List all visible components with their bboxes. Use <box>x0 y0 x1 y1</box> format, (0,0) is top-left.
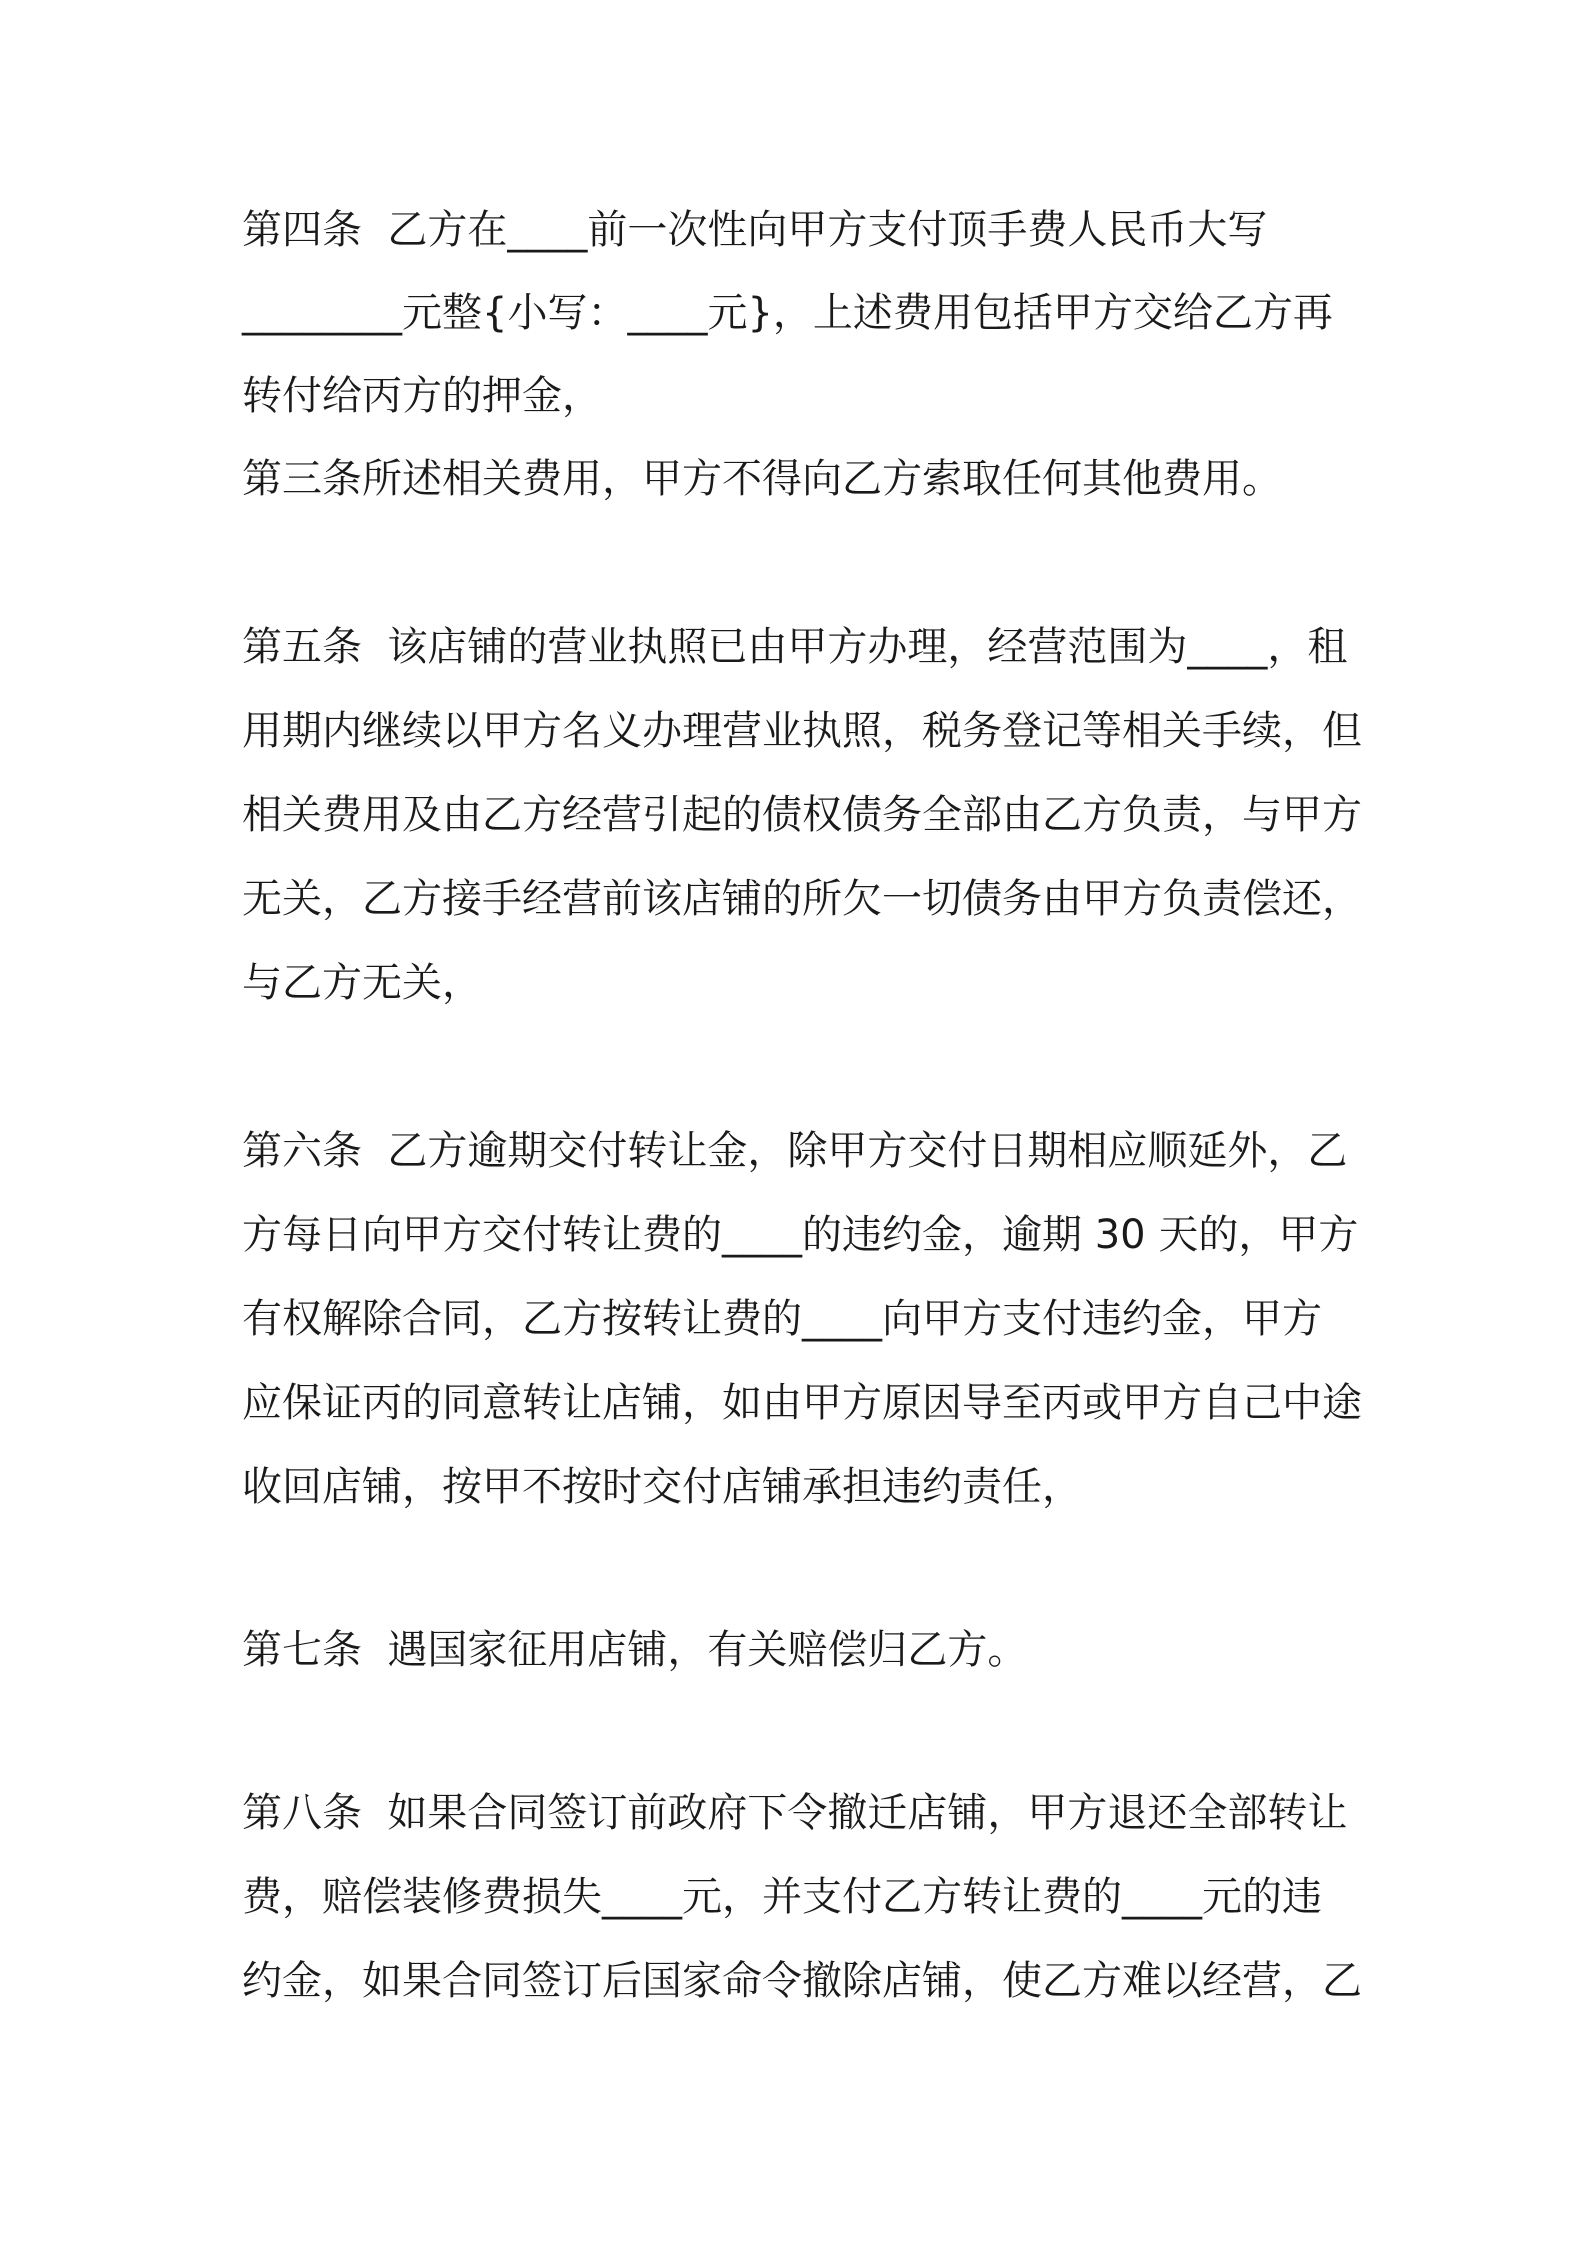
article-4-line-4: 第三条所述相关费用，甲方不得向乙方索取任何其他费用。 <box>242 456 1282 502</box>
article-4-line-1: 第四条 乙方在____前一次性向甲方支付顶手费人民币大写 <box>242 207 1268 253</box>
article-5-line-4: 无关，乙方接手经营前该店铺的所欠一切债务由甲方负责偿还， <box>242 876 1362 922</box>
article-8-line-2: 费，赔偿装修费损失____元，并支付乙方转让费的____元的违 <box>242 1874 1322 1920</box>
article-5-line-1: 第五条 该店铺的营业执照已由甲方办理，经营范围为____，租 <box>242 624 1348 670</box>
article-8-line-3: 约金，如果合同签订后国家命令撤除店铺，使乙方难以经营，乙 <box>242 1958 1362 2004</box>
article-5-line-3: 相关费用及由乙方经营引起的债权债务全部由乙方负责，与甲方 <box>242 792 1362 838</box>
article-6-line-4: 应保证丙的同意转让店铺，如由甲方原因导至丙或甲方自己中途 <box>242 1380 1362 1426</box>
article-4-line-3: 转付给丙方的押金， <box>242 373 602 419</box>
article-6-line-5: 收回店铺，按甲不按时交付店铺承担违约责任， <box>242 1464 1082 1510</box>
article-6-line-2: 方每日向甲方交付转让费的____的违约金，逾期 30 天的，甲方 <box>242 1212 1359 1258</box>
article-6-line-3: 有权解除合同，乙方按转让费的____向甲方支付违约金，甲方 <box>242 1296 1322 1342</box>
article-6-line-1: 第六条 乙方逾期交付转让金，除甲方交付日期相应顺延外，乙 <box>242 1128 1348 1174</box>
article-7-line-1: 第七条 遇国家征用店铺，有关赔偿归乙方。 <box>242 1627 1028 1673</box>
article-8-line-1: 第八条 如果合同签订前政府下令撤迁店铺，甲方退还全部转让 <box>242 1790 1348 1836</box>
article-5-line-2: 用期内继续以甲方名义办理营业执照，税务登记等相关手续，但 <box>242 708 1362 754</box>
article-4-line-2: ________元整{小写：____元}，上述费用包括甲方交给乙方再 <box>242 290 1333 336</box>
article-5-line-5: 与乙方无关， <box>242 960 482 1006</box>
